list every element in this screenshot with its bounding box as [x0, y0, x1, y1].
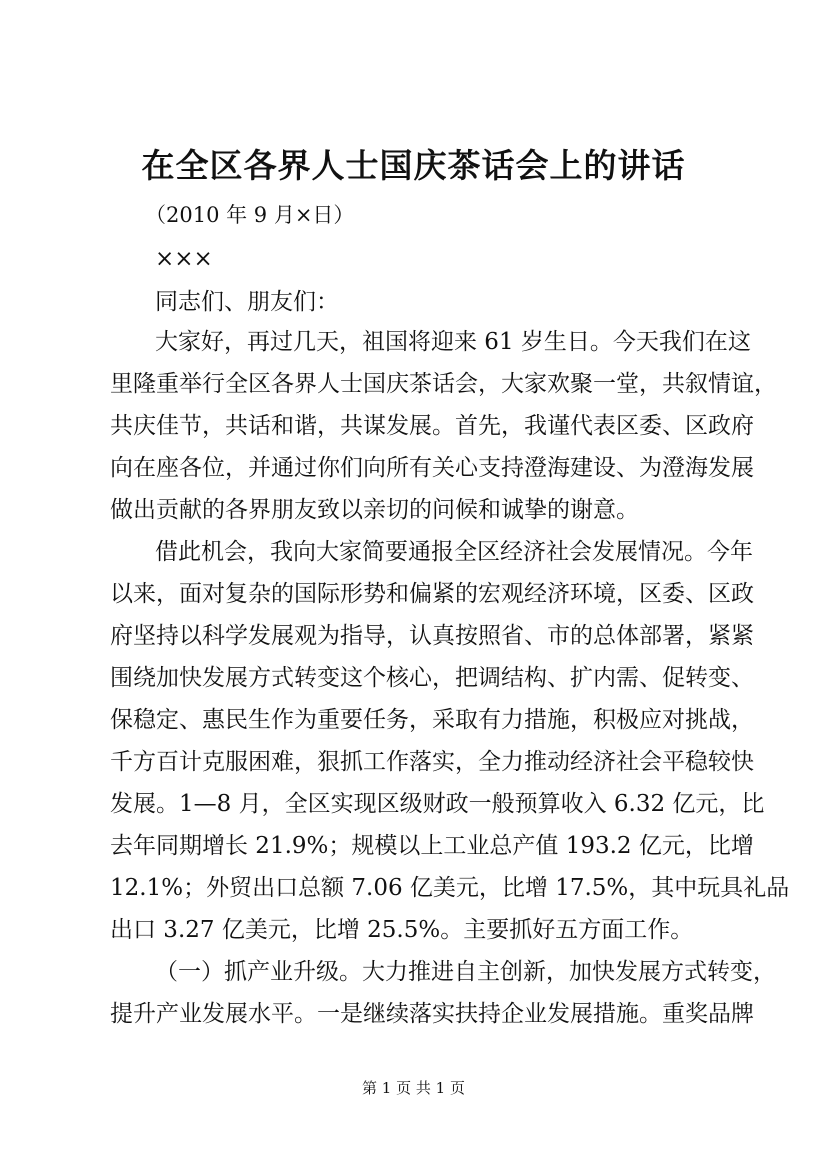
paragraph-2-line-7: 发展。1—8 月，全区实现区级财政一般预算收入 6.32 亿元，比	[110, 791, 765, 817]
paragraph-2-line-9: 12.1%；外贸出口总额 7.06 亿美元，比增 17.5%，其中玩具礼品	[110, 875, 790, 901]
page-footer: 第 1 页 共 1 页	[362, 1079, 465, 1097]
paragraph-2-line-3: 府坚持以科学发展观为指导，认真按照省、市的总体部署，紧紧	[110, 623, 754, 649]
paragraph-2-line-10: 出口 3.27 亿美元，比增 25.5%。主要抓好五方面工作。	[110, 917, 694, 943]
paragraph-2-line-2: 以来，面对复杂的国际形势和偏紧的宏观经济环境，区委、区政	[110, 581, 754, 607]
paragraph-2-line-8: 去年同期增长 21.9%；规模以上工业总产值 193.2 亿元，比增	[110, 833, 754, 859]
paragraph-2-line-5: 保稳定、惠民生作为重要任务，采取有力措施，积极应对挑战，	[110, 707, 754, 733]
paragraph-3-line-1: （一）抓产业升级。大力推进自主创新，加快发展方式转变，	[155, 959, 776, 985]
author-line: ×××	[155, 246, 213, 272]
paragraph-1-line-2: 里隆重举行全区各界人士国庆茶话会，大家欢聚一堂，共叙情谊，	[110, 371, 777, 397]
paragraph-1-line-3: 共庆佳节，共话和谐，共谋发展。首先，我谨代表区委、区政府	[110, 413, 754, 439]
date-line: （2010 年 9 月×日）	[145, 203, 355, 227]
paragraph-1-line-5: 做出贡献的各界朋友致以亲切的问候和诚挚的谢意。	[110, 497, 639, 523]
paragraph-3-line-2: 提升产业发展水平。一是继续落实扶持企业发展措施。重奖品牌	[110, 1001, 754, 1027]
paragraph-1-line-1: 大家好，再过几天，祖国将迎来 61 岁生日。今天我们在这	[155, 329, 751, 355]
paragraph-2-line-4: 围绕加快发展方式转变这个核心，把调结构、扩内需、促转变、	[110, 665, 754, 691]
paragraph-2-line-1: 借此机会，我向大家简要通报全区经济社会发展情况。今年	[155, 539, 753, 565]
paragraph-2-line-6: 千方百计克服困难，狠抓工作落实，全力推动经济社会平稳较快	[110, 749, 754, 775]
document-title: 在全区各界人士国庆茶话会上的讲话	[141, 146, 686, 185]
paragraph-1-line-4: 向在座各位，并通过你们向所有关心支持澄海建设、为澄海发展	[110, 455, 754, 481]
salutation-line: 同志们、朋友们：	[155, 289, 339, 315]
